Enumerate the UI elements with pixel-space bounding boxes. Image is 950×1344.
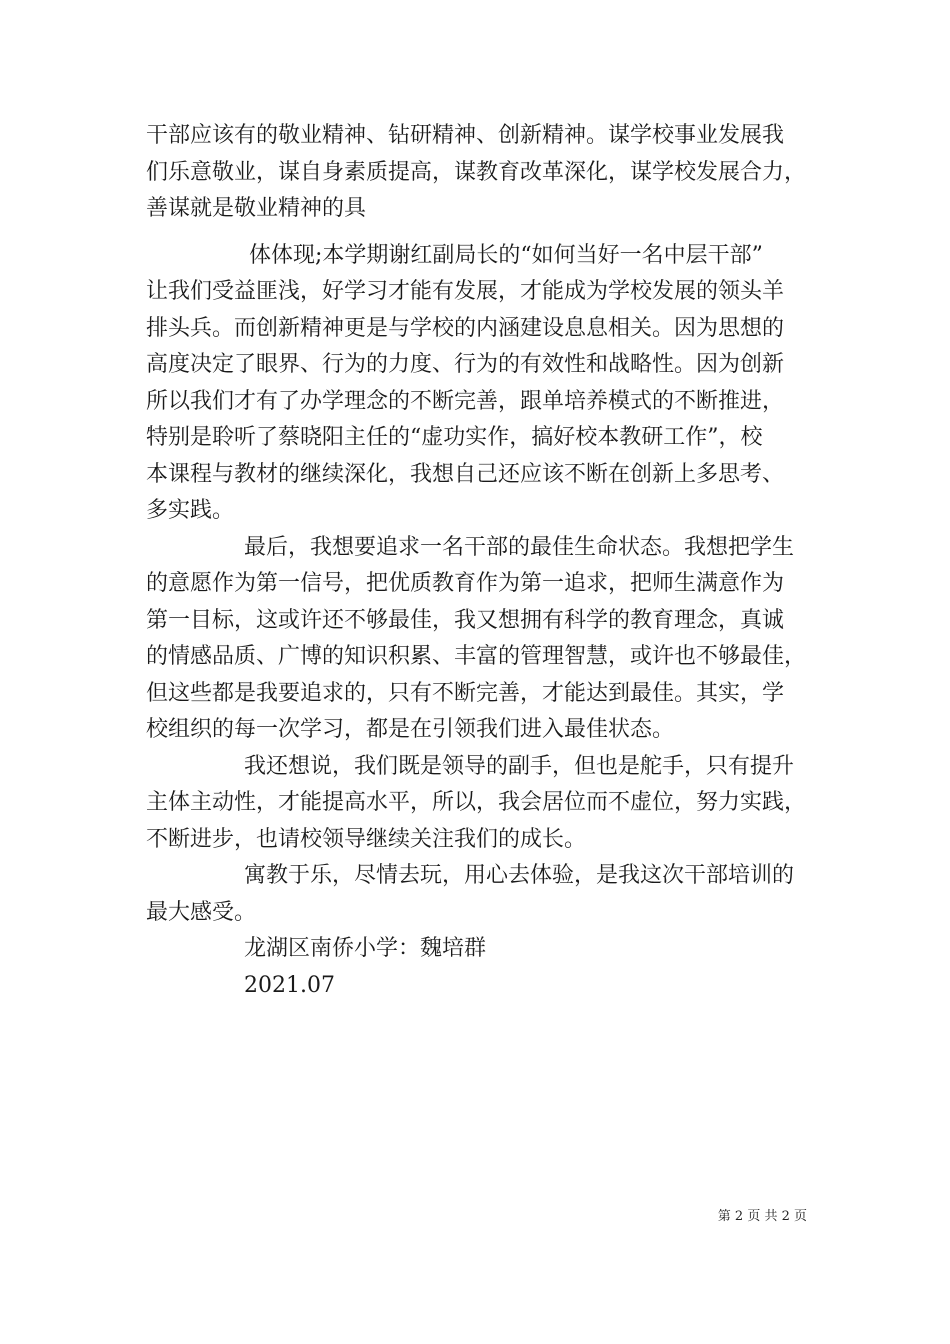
text-line: 体体现;本学期谢红副局长的“如何当好一名中层干部” [249, 242, 763, 268]
text-line: 我还想说，我们既是领导的副手，但也是舵手，只有提升 [244, 753, 795, 779]
page-number: 第 2 页 共 2 页 [717, 1209, 807, 1224]
text-line: 但这些都是我要追求的，只有不断完善，才能达到最佳。其实，学 [146, 680, 785, 706]
text-line: 排头兵。而创新精神更是与学校的内涵建设息息相关。因为思想的 [146, 315, 785, 341]
text-line: 第一目标，这或许还不够最佳，我又想拥有科学的教育理念，真诚 [146, 607, 785, 633]
text-line: 不断进步，也请校领导继续关注我们的成长。 [146, 826, 587, 852]
text-line: 们乐意敬业，谋自身素质提高，谋教育改革深化，谋学校发展合力， [146, 159, 807, 185]
text-line: 最后，我想要追求一名干部的最佳生命状态。我想把学生 [244, 534, 795, 560]
text-line: 高度决定了眼界、行为的力度、行为的有效性和战略性。因为创新 [146, 352, 785, 377]
text-line: 最大感受。 [146, 899, 257, 925]
text-line: 主体主动性，才能提高水平，所以，我会居位而不虚位，努力实践， [146, 790, 807, 815]
text-line: 让我们受益匪浅，好学习才能有发展，才能成为学校发展的领头羊 [146, 279, 785, 304]
text-line: 本课程与教材的继续深化，我想自己还应该不断在创新上多思考、 [146, 461, 785, 487]
text-line: 多实践。 [146, 498, 235, 523]
text-line: 寓教于乐，尽情去玩，用心去体验，是我这次干部培训的 [244, 863, 795, 888]
text-line: 干部应该有的敬业精神、钻研精神、创新精神。谋学校事业发展我 [146, 123, 785, 148]
document-body [146, 118, 814, 1004]
text-line: 校组织的每一次学习，都是在引领我们进入最佳状态。 [146, 717, 675, 742]
date-line: 2021.07 [244, 972, 335, 998]
text-line: 的意愿作为第一信号，把优质教育作为第一追求，把师生满意作为 [146, 571, 785, 596]
text-line: 善谋就是敬业精神的具 [146, 196, 367, 221]
text-line: 特别是聆听了蔡晓阳主任的“虚功实作，搞好校本教研工作”，校 [146, 425, 763, 450]
text-line: 的情感品质、广博的知识积累、丰富的管理智慧，或许也不够最佳， [146, 644, 807, 669]
text-line: 所以我们才有了办学理念的不断完善，跟单培养模式的不断推进， [146, 388, 785, 414]
signature-line: 龙湖区南侨小学：魏培群 [244, 936, 487, 961]
